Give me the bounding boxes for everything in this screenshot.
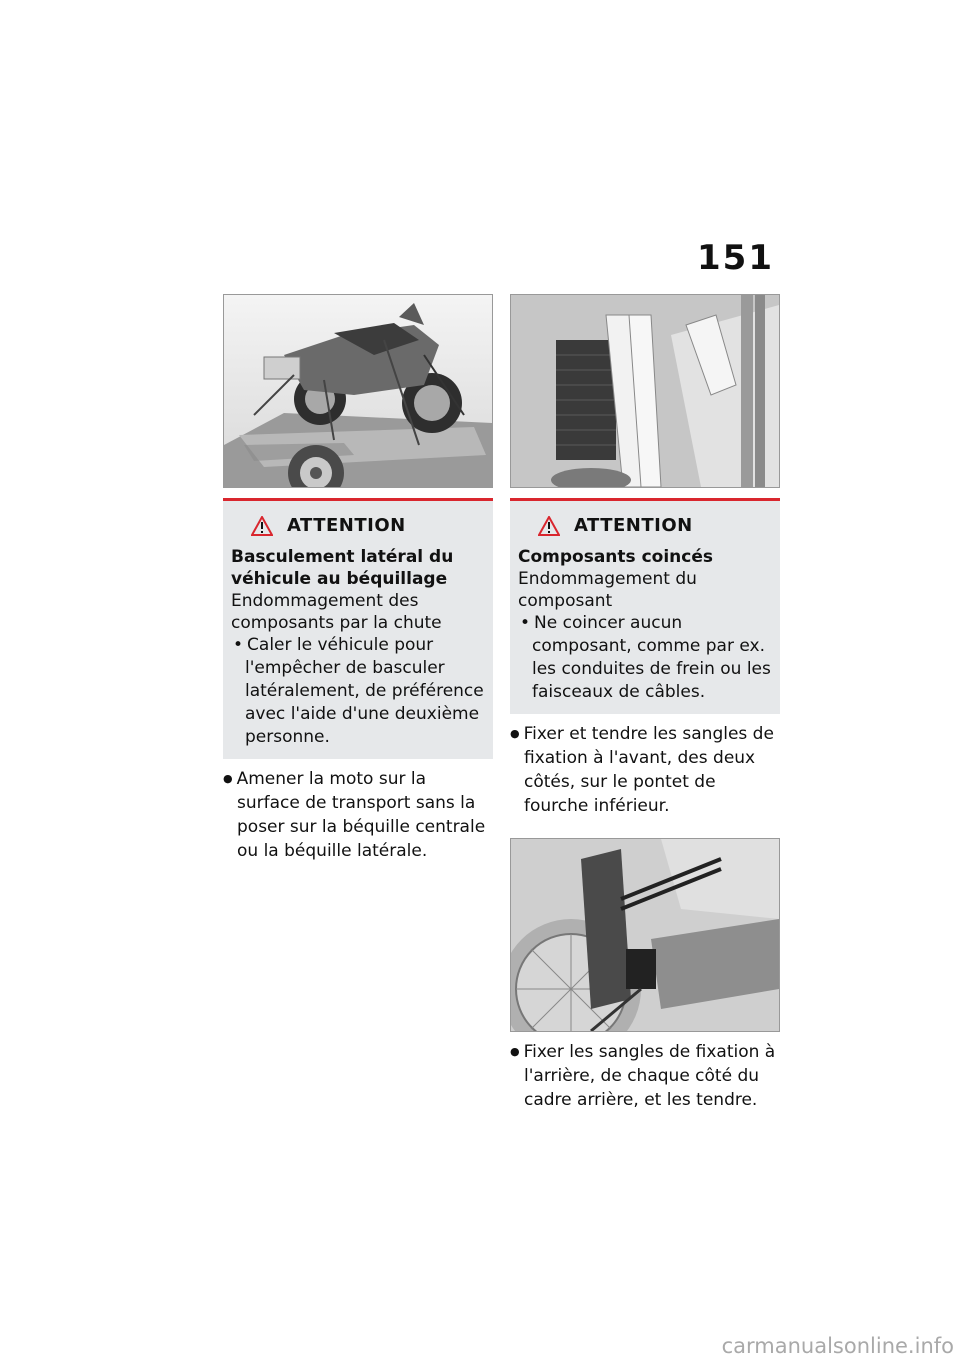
- warning-measure-item: • Caler le véhicule pour l'empêcher de basculer latéralement, de préférence avec l'aide d'une deuxième personne.: [231, 634, 485, 749]
- photo-motorcycle-on-trailer: [223, 294, 493, 488]
- instruction-step: ● Fixer et tendre les sangles de fixation à l'avant, des deux côtés, sur le pontet de fourche inférieur.: [510, 722, 780, 818]
- warning-title: ATTENTION: [574, 515, 693, 536]
- warning-measures: [231, 634, 485, 749]
- rear-frame-straps-illustration: [511, 839, 779, 1031]
- right-column: [510, 294, 780, 1112]
- fork-straps-illustration: [511, 295, 779, 487]
- warning-box: [223, 498, 493, 759]
- warning-subject: Composants coincés: [518, 547, 713, 567]
- warning-consequence: Endommagement des composants par la chute: [231, 591, 442, 633]
- warning-triangle-icon: [251, 516, 273, 536]
- instruction-step: ● Fixer les sangles de fixation à l'arrière, de chaque côté du cadre arrière, et les tendre.: [510, 1040, 780, 1112]
- warning-consequence: Endommagement du composant: [518, 569, 697, 611]
- warning-box: [510, 498, 780, 714]
- warning-measure-item: • Ne coincer aucun composant, comme par ex. les conduites de frein ou les faisceaux de câbles.: [518, 612, 772, 704]
- page-number: 151: [697, 238, 774, 278]
- warning-subject: Basculement latéral du véhicule au béquillage: [231, 547, 454, 589]
- watermark: carmanualsonline.info: [721, 1334, 954, 1358]
- warning-measures: [518, 612, 772, 704]
- left-column: [223, 294, 493, 863]
- warning-title: ATTENTION: [287, 515, 406, 536]
- motorcycle-trailer-illustration: [224, 295, 492, 487]
- instruction-step: ● Amener la moto sur la surface de transport sans la poser sur la béquille centrale ou la béquille latérale.: [223, 767, 493, 863]
- photo-fork-straps: [510, 294, 780, 488]
- warning-triangle-icon: [538, 516, 560, 536]
- photo-rear-frame-straps: [510, 838, 780, 1032]
